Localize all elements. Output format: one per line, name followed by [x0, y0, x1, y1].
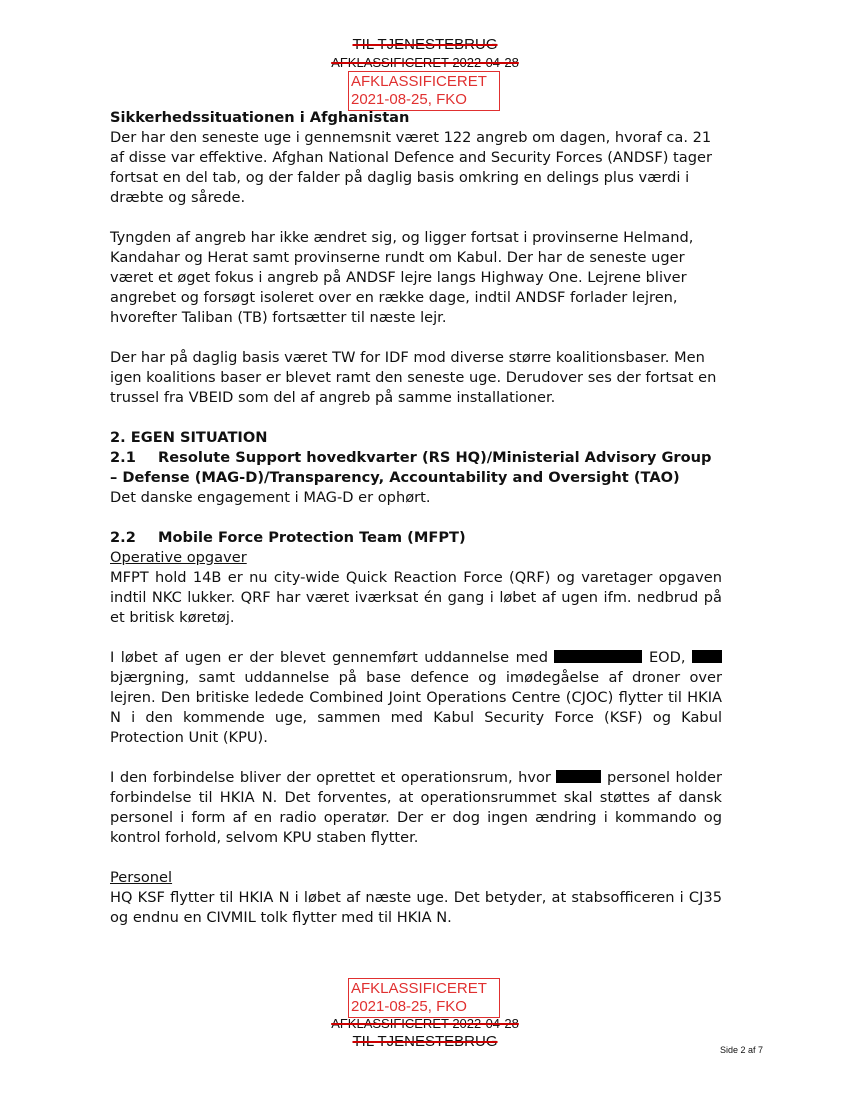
stamp-date: 2021-08-25, FKO — [351, 998, 467, 1015]
text-segment: bjærgning, samt uddannelse på base defence og imødegåelse af droner over lejren. Den britiske ledede Combined Joint Operations Centre (CJOC) flytter til HKIA N i den kommende uge, sammen med Kabul Security Force (KSF) og Kabul Protection Unit (KPU). — [110, 669, 722, 746]
section-number: 2.1 — [110, 449, 136, 466]
redaction-bar — [692, 650, 722, 663]
document-body — [110, 108, 722, 928]
security-paragraph-3: Der har på daglig basis været TW for IDF mod diverse større koalitionsbaser. Men igen koalitions baser er blevet ramt den seneste uge. Derudover ses der fortsat en trussel fra VBEID som del af angreb på samme installationer. — [110, 349, 717, 406]
subheading-personnel: Personel — [110, 869, 173, 886]
security-paragraph-2: Tyngden af angreb har ikke ændret sig, og ligger fortsat i provinserne Helmand, Kandahar og Herat samt provinserne rundt om Kabul. Der har de seneste uger været et øget fokus i angreb på ANDSF lejre langs Highway One. Lejrene bliver angrebet og forsøgt isoleret over en række dage, indtil ANDSF forlader lejren, hvorefter Taliban (TB) fortsætter til næste lejr. — [110, 229, 694, 326]
security-paragraph-1: Der har den seneste uge i gennemsnit været 122 angreb om dagen, hvoraf ca. 21 af disse var effektive. Afghan National Defence and Security Forces (ANDSF) tager fortsat en del tab, og der falder på daglig basis omkring en delings plus værdi i dræbte og sårede. — [110, 129, 712, 206]
text-segment: I den forbindelse bliver der oprettet et operationsrum, hvor — [110, 769, 557, 786]
subheading-operative-tasks: Operative opgaver — [110, 549, 247, 566]
text-segment: personel holder forbindelse til HKIA N. Det forventes, at operationsrummet skal støttes af dansk personel i form af en radio operatør. Der er dog ingen ændring i kommando og kontrol forhold, selvom KPU staben flytter. — [110, 769, 722, 846]
classification-header-original: TIL TJENESTEBRUG — [352, 36, 498, 53]
section-title: Resolute Support hovedkvarter (RS HQ)/Ministerial Advisory Group – Defense (MAG-D)/Transparency, Accountability and Oversight (TAO) — [110, 449, 712, 486]
section-2-1-text: Det danske engagement i MAG-D er ophørt. — [110, 489, 431, 506]
text-segment: I løbet af ugen er der blevet gennemført uddannelse med — [110, 649, 555, 666]
section-2-1-heading — [110, 448, 722, 488]
section-title: Mobile Force Protection Team (MFPT) — [158, 529, 466, 546]
operations-paragraph-3 — [110, 768, 722, 848]
page-number: Side 2 af 7 — [720, 1045, 764, 1055]
personnel-paragraph: HQ KSF flytter til HKIA N i løbet af næste uge. Det betyder, at stabsofficeren i CJ35 og endnu en CIVMIL tolk flytter med til HKIA N. — [110, 889, 722, 926]
declassified-stamp-bottom — [348, 978, 500, 1018]
security-heading: Sikkerhedssituationen i Afghanistan — [110, 109, 410, 126]
operations-paragraph-2 — [110, 648, 722, 748]
stamp-label: AFKLASSIFICERET — [351, 980, 487, 997]
declassified-stamp-top — [348, 71, 500, 111]
section-number: 2.2 — [110, 529, 136, 546]
classification-footer-original: TIL TJENESTEBRUG — [352, 1033, 498, 1050]
text-segment: EOD, — [642, 649, 692, 666]
operations-paragraph-1: MFPT hold 14B er nu city-wide Quick Reaction Force (QRF) og varetager opgaven indtil NKC lukker. QRF har været iværksat én gang i løbet af ugen ifm. nedbrud på et britisk køretøj. — [110, 569, 722, 626]
redaction-bar — [556, 770, 601, 783]
declassification-date-footer: AFKLASSIFICERET 2022-04-28 — [331, 1016, 519, 1031]
stamp-date: 2021-08-25, FKO — [351, 91, 467, 108]
stamp-label: AFKLASSIFICERET — [351, 73, 487, 90]
redaction-bar — [554, 650, 642, 663]
declassification-date-header: AFKLASSIFICERET 2022-04-28 — [331, 55, 519, 70]
section-2-2-heading — [110, 528, 722, 548]
section-2-heading: 2. EGEN SITUATION — [110, 429, 268, 446]
